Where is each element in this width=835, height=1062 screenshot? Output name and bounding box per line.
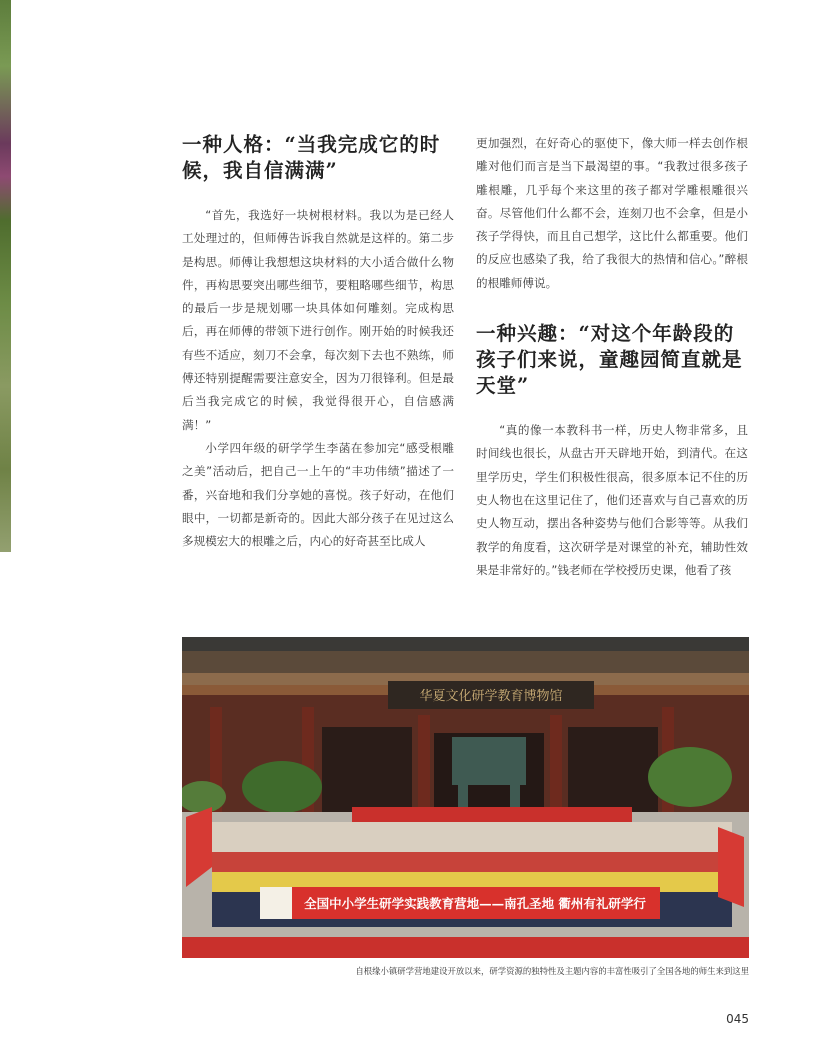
- section1-paragraph-1: “首先，我选好一块树根材料。我以为是已经人工处理过的，但师傅告诉我自然就是这样的。第二步是构思。师傅让我想想这块材料的大小适合做什么物件，再构思要突出哪些细节，要粗略哪些细节，构思的最后一步是规划哪一块具体如何雕刻。完成构思后，再在师傅的带领下进行创作。刚开始的时候我还有些不适应，刻刀不会拿，每次刻下去也不熟练，师傅还特别提醒需要注意安全，因为刀很锋利。但是最后当我完成它的时候，我觉得很开心，自信感满满！”: [182, 208, 454, 432]
- left-edge-photo: [0, 0, 11, 552]
- section2-heading: 一种兴趣：“对这个年龄段的孩子们来说，童趣园简直就是天堂”: [476, 322, 743, 398]
- right-column: [476, 132, 748, 582]
- photo-caption: 自根缘小镇研学营地建设开放以来，研学资源的独特性及主题内容的丰富性吸引了全国各地的师生来到这里: [355, 966, 749, 976]
- group-photo: [182, 637, 749, 958]
- section2-paragraph-1: “真的像一本教科书一样，历史人物非常多，且时间线也很长，从盘古开天辟地开始，到清代。在这里学历史，学生们积极性很高，很多原本记不住的历史人物也在这里记住了，他们还喜欢与自己喜欢的历史人物互动，摆出各种姿势与他们合影等等。从我们教学的角度看，这次研学是对课堂的补充，辅助性效果是非常好的。”钱老师在学校授历史课，他看了孩: [476, 423, 748, 577]
- building-sign: 华夏文化研学教育博物馆: [419, 689, 563, 704]
- section1-paragraph-2: 小学四年级的研学学生李菡在参加完“感受根雕之美”活动后，把自己一上午的“丰功伟绩”描述了一番，兴奋地和我们分享她的喜悦。孩子好动，在他们眼中，一切都是新奇的。因此大部分孩子在见过这么多规模宏大的根雕之后，内心的好奇甚至比成人: [182, 440, 454, 549]
- section1-continuation: 更加强烈，在好奇心的驱使下，像大师一样去创作根雕对他们而言是当下最渴望的事。“我教过很多孩子雕根雕，几乎每个来这里的孩子都对学雕根雕很兴奋。尽管他们什么都不会，连刻刀也不会拿，但是小孩子学得快，而且自己想学，这比什么都重要。他们的反应也感染了我，给了我很大的热情和信心。”醉根的根雕师傅说。: [476, 136, 748, 290]
- section1-heading: 一种人格：“当我完成它的时候，我自信满满”: [182, 133, 441, 182]
- left-column: [182, 132, 454, 553]
- banner-text: 全国中小学生研学实践教育营地——南孔圣地 衢州有礼研学行: [304, 896, 646, 911]
- page-number: 045: [726, 1012, 749, 1026]
